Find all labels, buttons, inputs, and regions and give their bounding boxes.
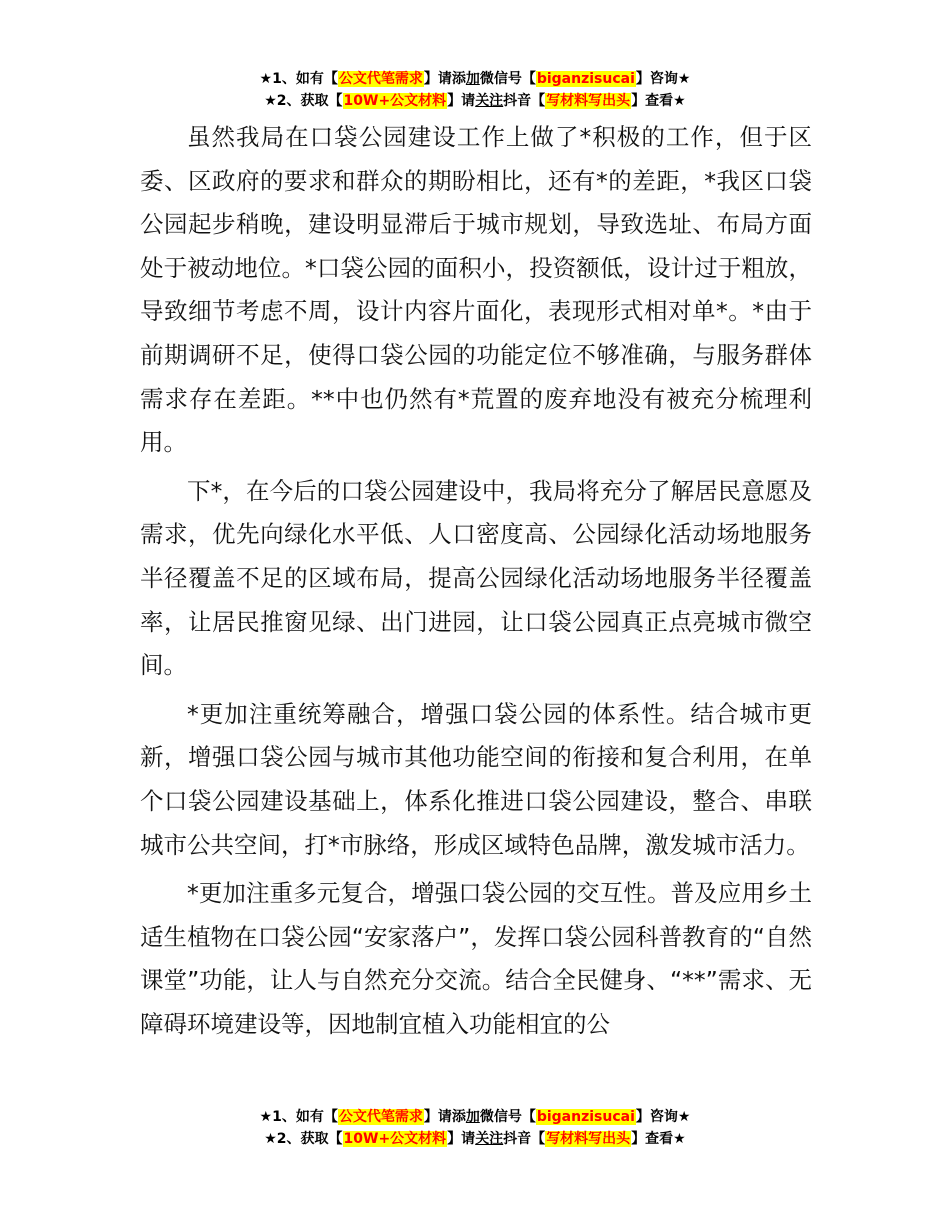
banner-text: 】查看★ xyxy=(631,1131,686,1147)
banner-text: 】请 xyxy=(447,93,476,109)
banner-line-2 xyxy=(0,90,950,112)
banner-text: 抖音【 xyxy=(503,1131,546,1147)
body-paragraph: *更加注重统筹融合，增强口袋公园的体系性。结合城市更新，增强口袋公园与城市其他功能空间的衔接和复合利用，在单个口袋公园建设基础上，体系化推进口袋公园建设，整合、串联城市公共空间，打*市脉络，形成区域特色品牌，激发城市活力。 xyxy=(140,699,812,859)
highlight-service: 公文代笔需求 xyxy=(338,71,423,87)
banner-line-1 xyxy=(0,1106,950,1128)
highlight-materials: 10W+公文材料 xyxy=(343,93,447,109)
banner-underlined-text: 加 xyxy=(465,1109,480,1125)
banner-text: ★1、如有【 xyxy=(259,1109,338,1125)
footer-banner xyxy=(0,1106,950,1150)
banner-text: 】咨询★ xyxy=(635,1109,691,1125)
banner-text: ★2、获取【 xyxy=(264,1131,343,1147)
body-paragraph: 下*，在今后的口袋公园建设中，我局将充分了解居民意愿及需求，优先向绿化水平低、人口密度高、公园绿化活动场地服务半径覆盖不足的区域布局，提高公园绿化活动场地服务半径覆盖率，让居民推窗见绿、出门进园，让口袋公园真正点亮城市微空间。 xyxy=(140,476,812,680)
banner-text: ★2、获取【 xyxy=(264,93,343,109)
body-paragraph: 虽然我局在口袋公园建设工作上做了*积极的工作，但于区委、区政府的要求和群众的期盼相比，还有*的差距，*我区口袋公园起步稍晚，建设明显滞后于城市规划，导致选址、布局方面处于被动地位。*口袋公园的面积小，投资额低，设计过于粗放，导致细节考虑不周，设计内容片面化，表现形式相对单*。*由于前期调研不足，使得口袋公园的功能定位不够准确，与服务群体需求存在差距。**中也仍然有*荒置的废弃地没有被充分梳理利用。 xyxy=(140,123,812,457)
banner-line-2 xyxy=(0,1128,950,1150)
highlight-douyin-account: 写材料写出头 xyxy=(546,1131,631,1147)
body-paragraph: *更加注重多元复合，增强口袋公园的交互性。普及应用乡土适生植物在口袋公园“安家落户”，发挥口袋公园科普教育的“自然课堂”功能，让人与自然充分交流。结合全民健身、“**”需求、无障碍环境建设等，因地制宜植入功能相宜的公 xyxy=(140,879,812,1038)
banner-underlined-text: 关注 xyxy=(475,93,504,109)
highlight-wechat-id: biganzisucai xyxy=(536,71,635,87)
banner-text: 】咨询★ xyxy=(635,71,691,87)
banner-text: 】请添 xyxy=(423,1109,466,1125)
highlight-service: 公文代笔需求 xyxy=(338,1109,423,1125)
banner-text: 微信号【 xyxy=(479,1109,536,1125)
document-body xyxy=(140,116,812,1051)
highlight-wechat-id: biganzisucai xyxy=(536,1109,635,1125)
banner-text: 】请 xyxy=(447,1131,476,1147)
header-banner xyxy=(0,68,950,112)
banner-underlined-text: 加 xyxy=(465,71,480,87)
banner-text: 微信号【 xyxy=(479,71,536,87)
highlight-materials: 10W+公文材料 xyxy=(343,1131,447,1147)
banner-text: 】请添 xyxy=(423,71,466,87)
banner-text: ★1、如有【 xyxy=(259,71,338,87)
banner-underlined-text: 关注 xyxy=(475,1131,504,1147)
highlight-douyin-account: 写材料写出头 xyxy=(546,93,631,109)
banner-text: 】查看★ xyxy=(631,93,686,109)
banner-text: 抖音【 xyxy=(503,93,546,109)
banner-line-1 xyxy=(0,68,950,90)
